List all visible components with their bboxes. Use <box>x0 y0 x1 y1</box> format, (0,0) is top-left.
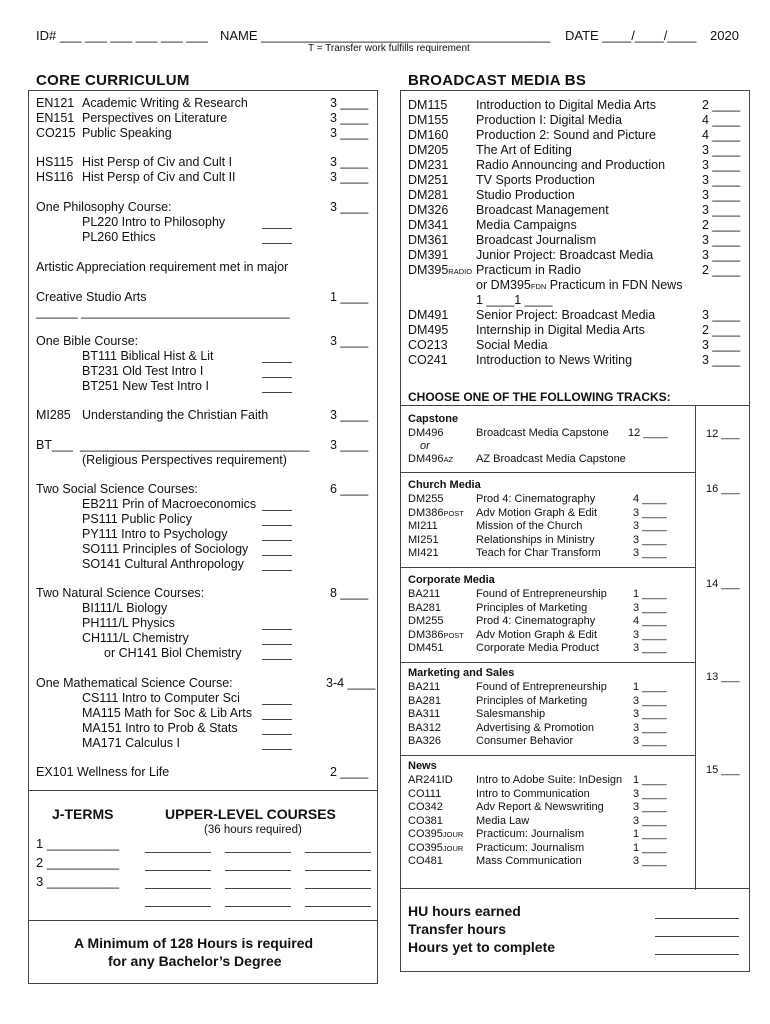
track-course-hours[interactable]: 3 ____ <box>633 506 667 519</box>
bible-label: One Bible Course: <box>36 334 139 348</box>
course-hours[interactable]: 3 ____ <box>702 308 741 322</box>
minimum-line1: A Minimum of 128 Hours is required <box>74 935 314 951</box>
option: BI111/L Biology <box>82 601 168 615</box>
option: MA171 Calculus I <box>82 736 180 750</box>
course-code: CO215 <box>36 126 76 140</box>
course-name: Radio Announcing and Production <box>476 158 666 172</box>
check-blank[interactable] <box>262 228 292 229</box>
track-course-code <box>408 453 453 467</box>
course-hours[interactable]: 3 ____ <box>702 233 741 247</box>
jterm-2[interactable]: 2 __________ <box>36 855 120 870</box>
jterm-3[interactable]: 3 __________ <box>36 874 120 889</box>
tracks-divider <box>695 406 696 890</box>
track-course-code <box>408 801 443 815</box>
remaining-hours-label: Hours yet to complete <box>408 939 556 955</box>
course-code: DM326 <box>408 203 449 217</box>
track-course-hours[interactable]: 3 ____ <box>633 520 667 532</box>
course-hours[interactable]: 3 ____ <box>702 158 741 172</box>
upper-course-blank[interactable] <box>145 888 211 889</box>
course-hours[interactable]: 3 ____ <box>702 338 741 352</box>
divider <box>28 920 377 921</box>
news-title: News <box>408 760 437 772</box>
upper-course-blank[interactable] <box>225 852 291 853</box>
course-hours[interactable]: 3 ____ <box>702 143 741 157</box>
bt-name-blank[interactable]: _________________________________ <box>80 438 310 452</box>
upper-course-blank[interactable] <box>225 906 291 907</box>
track-course-hours[interactable]: 3 ____ <box>633 642 667 654</box>
code-text: MI211 <box>408 520 438 532</box>
option: PL260 Ethics <box>82 230 156 244</box>
option: SO111 Principles of Sociology <box>82 542 249 556</box>
course-hours[interactable]: 2 ____ <box>702 98 741 112</box>
course-name: Media Campaigns <box>476 218 577 232</box>
divider <box>400 567 696 568</box>
course-name: Hist Persp of Civ and Cult I <box>82 155 233 169</box>
social-hours[interactable]: 6 ____ <box>330 482 369 496</box>
track-course-name: Found of Entrepreneurship <box>476 588 607 600</box>
track-course-hours[interactable]: 3 ____ <box>633 601 667 614</box>
philosophy-hours[interactable]: 3 ____ <box>330 200 369 214</box>
artistic-note: Artistic Appreciation requirement met in major <box>36 260 289 274</box>
course-hours[interactable]: 3 ____ <box>330 126 369 140</box>
course-name: Perspectives on Literature <box>82 111 228 125</box>
course-hours[interactable]: 3 ____ <box>330 155 369 169</box>
wellness-hours[interactable]: 2 ____ <box>330 765 369 779</box>
track-course-name: Teach for Char Transform <box>476 547 601 559</box>
option: or CH141 Biol Chemistry <box>104 646 242 660</box>
track-course-code <box>408 681 440 695</box>
upper-title: UPPER-LEVEL COURSES <box>165 806 336 822</box>
code-text: BA211 <box>408 681 441 693</box>
course-code: DM155 <box>408 113 449 127</box>
code-text: MI251 <box>408 533 439 546</box>
course-code: DM491 <box>408 308 449 322</box>
course-name: Practicum in Radio <box>476 263 581 277</box>
course-name: TV Sports Production <box>476 173 595 187</box>
news-total[interactable]: 15 ___ <box>706 764 740 776</box>
track-course-hours[interactable]: 12 ____ <box>628 427 668 439</box>
code-text: CO342 <box>408 801 443 813</box>
church-total[interactable]: 16 ___ <box>706 483 740 495</box>
track-course-name: Advertising & Promotion <box>476 721 594 734</box>
divider <box>400 405 749 406</box>
course-code: CO213 <box>408 338 448 352</box>
creative-blank[interactable]: ______ ______________________________ <box>36 305 290 319</box>
track-course-name: Practicum: Journalism <box>476 828 585 840</box>
code-suffix: POST <box>443 630 464 640</box>
course-code: HS116 <box>36 170 74 184</box>
code-suffix: JOUR <box>442 830 464 839</box>
track-course-hours[interactable]: 3 ____ <box>633 628 667 641</box>
course-hours[interactable]: 3 ____ <box>330 96 369 110</box>
upper-note: (36 hours required) <box>204 824 302 836</box>
track-course-name: Intro to Communication <box>476 787 590 800</box>
capstone-title: Capstone <box>408 413 459 425</box>
year: 2020 <box>710 28 739 43</box>
divider <box>400 755 696 756</box>
option: PH111/L Physics <box>82 616 175 630</box>
track-course-code <box>408 534 439 548</box>
capstone-total[interactable]: 12 ___ <box>706 428 740 440</box>
course-name: Junior Project: Broadcast Media <box>476 248 654 262</box>
course-name: Social Media <box>476 338 548 352</box>
transfer-hours-blank[interactable] <box>655 936 739 937</box>
code-text: CO111 <box>408 787 442 800</box>
track-course-name: Adv Motion Graph & Edit <box>476 506 598 519</box>
check-blank[interactable] <box>262 570 292 571</box>
track-course-hours[interactable]: 3 ____ <box>633 721 667 734</box>
track-course-code <box>408 547 439 561</box>
check-blank[interactable] <box>262 644 292 645</box>
track-course-name: Consumer Behavior <box>476 735 574 747</box>
course-hours[interactable]: 3 ____ <box>702 173 741 187</box>
date-field[interactable]: DATE ____/____/____ <box>565 28 697 43</box>
track-course-hours[interactable]: 3 ____ <box>633 694 667 707</box>
track-course-hours[interactable]: 1 ____ <box>633 828 667 840</box>
option: CS111 Intro to Computer Sci <box>82 691 240 705</box>
upper-course-blank[interactable] <box>225 870 291 871</box>
track-course-hours[interactable]: 3 ____ <box>633 735 667 747</box>
course-name: Studio Production <box>476 188 575 202</box>
course-hours[interactable]: 3 ____ <box>702 353 741 367</box>
bt-code[interactable]: BT___ <box>36 438 73 452</box>
course-name: Senior Project: Broadcast Media <box>476 308 656 322</box>
check-blank[interactable] <box>262 555 292 556</box>
remaining-hours-blank[interactable] <box>655 954 739 955</box>
hu-hours-blank[interactable] <box>655 918 739 919</box>
jterm-1[interactable]: 1 __________ <box>36 836 120 851</box>
corporate-total[interactable]: 14 ___ <box>706 578 740 590</box>
track-course-code <box>408 695 441 709</box>
course-code: DM361 <box>408 233 449 247</box>
track-course-name: Intro to Adobe Suite: InDesign <box>476 774 623 786</box>
tracks-title: CHOOSE ONE OF THE FOLLOWING TRACKS: <box>408 390 671 404</box>
natural-hours[interactable]: 8 ____ <box>330 586 369 600</box>
track-course-name: Corporate Media Product <box>476 642 599 654</box>
check-blank[interactable] <box>262 377 292 378</box>
option: BT251 New Test Intro I <box>82 379 209 393</box>
code-text: DM386 <box>408 628 444 641</box>
course-hours[interactable]: 3 ____ <box>330 111 369 125</box>
upper-course-blank[interactable] <box>145 870 211 871</box>
alt-part: or DM395 <box>476 278 531 292</box>
code-text: DM255 <box>408 615 444 627</box>
upper-course-blank[interactable] <box>145 852 211 853</box>
course-name: Broadcast Journalism <box>476 233 597 247</box>
course-code: DM281 <box>408 188 449 202</box>
divider <box>400 662 696 663</box>
option: PS111 Public Policy <box>82 512 193 526</box>
upper-course-blank[interactable] <box>225 888 291 889</box>
course-name: Introduction to News Writing <box>476 353 633 367</box>
name-field[interactable]: NAME ________________________________________ <box>220 28 551 43</box>
course-alt <box>476 278 682 294</box>
upper-course-blank[interactable] <box>305 888 371 889</box>
option: EB211 Prin of Macroeconomics <box>82 497 257 511</box>
track-course-name: Prod 4: Cinematography <box>476 493 596 505</box>
course-hours[interactable]: 3 ____ <box>702 203 741 217</box>
track-course-hours[interactable]: 3 ____ <box>633 708 667 720</box>
course-code: DM231 <box>408 158 449 172</box>
check-blank[interactable] <box>262 525 292 526</box>
bt-note: (Religious Perspectives requirement) <box>82 453 287 467</box>
course-code: DM391 <box>408 248 449 262</box>
code-text: BA211 <box>408 588 441 600</box>
philosophy-label: One Philosophy Course: <box>36 200 172 214</box>
course-hours[interactable]: 2 ____ <box>702 218 741 232</box>
transfer-hours-label: Transfer hours <box>408 921 507 937</box>
track-course-code <box>408 815 443 829</box>
course-name: Academic Writing & Research <box>82 96 248 110</box>
creative-hours[interactable]: 1 ____ <box>330 290 369 304</box>
code-text: CO395 <box>408 841 443 854</box>
track-course-code <box>408 722 441 736</box>
course-name: Production 2: Sound and Picture <box>476 128 656 142</box>
check-blank[interactable] <box>262 704 292 705</box>
track-course-code: DM496 <box>408 427 444 439</box>
option: CH111/L Chemistry <box>82 631 189 645</box>
hu-hours-label: HU hours earned <box>408 903 521 919</box>
code-text: BA326 <box>408 735 442 747</box>
track-course-hours[interactable]: 3 ____ <box>633 547 667 559</box>
broadcast-title: BROADCAST MEDIA BS <box>408 72 587 89</box>
course-code: DM251 <box>408 173 449 187</box>
course-code: MI285 <box>36 408 71 422</box>
code-text: DM255 <box>408 493 444 505</box>
id-field[interactable]: ID# ___ ___ ___ ___ ___ ___ <box>36 28 209 43</box>
code-text: MI421 <box>408 547 439 559</box>
track-course-hours[interactable]: 1 ____ <box>633 774 667 786</box>
code-suffix: POST <box>443 508 464 518</box>
track-course-name: Salesmanship <box>476 708 546 720</box>
code-text: DM395 <box>408 263 449 277</box>
course-code: DM495 <box>408 323 449 337</box>
jterms-title: J-TERMS <box>52 806 114 822</box>
track-course-name: Adv Report & Newswriting <box>476 801 604 813</box>
course-code: DM205 <box>408 143 449 157</box>
math-label: One Mathematical Science Course: <box>36 676 233 690</box>
check-blank[interactable] <box>262 362 292 363</box>
track-course-name: Prod 4: Cinematography <box>476 615 596 627</box>
code-suffix: JOUR <box>442 843 464 853</box>
track-course-hours[interactable]: 3 ____ <box>633 787 667 800</box>
track-course-code <box>408 520 438 534</box>
track-course-code <box>408 642 443 656</box>
core-title: CORE CURRICULUM <box>36 72 190 89</box>
wellness-label: EX101 Wellness for Life <box>36 765 170 779</box>
option: MA151 Intro to Prob & Stats <box>82 721 238 735</box>
check-blank[interactable] <box>262 629 292 630</box>
church-title: Church Media <box>408 479 481 491</box>
divider <box>400 888 749 889</box>
track-course-name: Relationships in Ministry <box>476 533 595 546</box>
track-course-name: AZ Broadcast Media Capstone <box>476 453 626 465</box>
code-text: BA281 <box>408 601 442 614</box>
check-blank[interactable] <box>262 659 292 660</box>
track-course-code <box>408 507 464 521</box>
track-course-name: Practicum: Journalism <box>476 841 585 854</box>
code-text: DM386 <box>408 506 444 519</box>
course-code <box>408 263 472 279</box>
option: BT231 Old Test Intro I <box>82 364 204 378</box>
course-hours[interactable]: 4 ____ <box>702 128 741 142</box>
corporate-title: Corporate Media <box>408 574 495 586</box>
course-code: EN151 <box>36 111 75 125</box>
course-hours[interactable]: 3 ____ <box>702 248 741 262</box>
course-code: HS115 <box>36 155 74 169</box>
code-text: DM451 <box>408 642 444 654</box>
track-course-code <box>408 588 440 602</box>
marketing-total[interactable]: 13 ___ <box>706 671 740 683</box>
course-hours[interactable]: 3 ____ <box>330 408 369 422</box>
course-code: DM341 <box>408 218 449 232</box>
track-course-code <box>408 493 443 507</box>
or-label: or <box>420 440 430 452</box>
check-blank[interactable] <box>262 734 292 735</box>
track-course-code <box>408 842 463 856</box>
track-course-code <box>408 855 443 869</box>
code-text: DM496 <box>408 453 444 465</box>
track-course-code <box>408 602 441 616</box>
course-hours-pair[interactable]: 1 ____1 ____ <box>476 293 553 307</box>
check-blank[interactable] <box>262 392 292 393</box>
course-name: Internship in Digital Media Arts <box>476 323 645 337</box>
check-blank[interactable] <box>262 510 292 511</box>
track-course-code <box>408 788 441 802</box>
marketing-title: Marketing and Sales <box>408 667 515 679</box>
track-course-hours[interactable]: 3 ____ <box>633 855 667 867</box>
upper-course-blank[interactable] <box>305 852 371 853</box>
course-name: Broadcast Management <box>476 203 609 217</box>
track-course-name: Media Law <box>476 814 530 827</box>
option: PL220 Intro to Philosophy <box>82 215 226 229</box>
course-hours[interactable]: 2 ____ <box>702 263 741 277</box>
course-name: Understanding the Christian Faith <box>82 408 269 422</box>
track-course-hours[interactable]: 4 ____ <box>633 615 667 627</box>
divider <box>28 790 377 791</box>
code-suffix: AZ <box>443 455 454 464</box>
course-name: Production I: Digital Media <box>476 113 622 127</box>
divider <box>400 472 696 473</box>
track-course-hours[interactable]: 1 ____ <box>633 841 667 854</box>
track-course-hours[interactable]: 3 ____ <box>633 801 667 813</box>
code-text: CO481 <box>408 855 443 867</box>
track-course-hours[interactable]: 4 ____ <box>633 493 667 505</box>
course-hours[interactable]: 3 ____ <box>330 170 369 184</box>
course-code: CO241 <box>408 353 448 367</box>
track-course-name: Principles of Marketing <box>476 601 588 614</box>
option: BT111 Biblical Hist & Lit <box>82 349 214 363</box>
course-name: Hist Persp of Civ and Cult II <box>82 170 236 184</box>
track-course-code <box>408 735 441 749</box>
track-course-name: Mass Communication <box>476 855 582 867</box>
option: PY111 Intro to Psychology <box>82 527 228 541</box>
code-text: BA312 <box>408 721 442 734</box>
code-text: CO381 <box>408 814 443 827</box>
track-course-name: Adv Motion Graph & Edit <box>476 628 598 641</box>
bible-hours[interactable]: 3 ____ <box>330 334 369 348</box>
social-label: Two Social Science Courses: <box>36 482 198 496</box>
upper-course-blank[interactable] <box>305 870 371 871</box>
track-course-hours[interactable]: 1 ____ <box>633 588 667 600</box>
track-course-name: Broadcast Media Capstone <box>476 427 609 439</box>
track-course-code <box>408 615 443 629</box>
track-course-code <box>408 828 463 842</box>
track-course-name: Found of Entrepreneurship <box>476 681 607 693</box>
alt-part: FDN <box>530 282 547 291</box>
math-hours[interactable]: 3-4 ____ <box>326 676 376 690</box>
course-code: EN121 <box>36 96 75 110</box>
course-hours[interactable]: 4 ____ <box>702 113 741 127</box>
course-code: DM115 <box>408 98 448 112</box>
bt-hours[interactable]: 3 ____ <box>330 438 369 452</box>
alt-part: Practicum in FDN News <box>546 278 683 292</box>
track-course-code <box>408 774 453 788</box>
code-text: AR241ID <box>408 774 453 786</box>
check-blank[interactable] <box>262 749 292 750</box>
code-text: BA281 <box>408 694 442 707</box>
track-course-hours[interactable]: 1 ____ <box>633 681 667 693</box>
option: SO141 Cultural Anthropology <box>82 557 244 571</box>
course-hours[interactable]: 3 ____ <box>702 188 741 202</box>
option: MA115 Math for Soc & Lib Arts <box>82 706 252 720</box>
code-suffix: RADIO <box>448 267 473 276</box>
code-text: CO395 <box>408 828 443 840</box>
upper-course-blank[interactable] <box>305 906 371 907</box>
check-blank[interactable] <box>262 540 292 541</box>
track-course-code <box>408 629 464 643</box>
track-course-hours[interactable]: 3 ____ <box>633 814 667 827</box>
track-course-hours[interactable]: 3 ____ <box>633 533 667 546</box>
track-course-name: Mission of the Church <box>476 520 583 532</box>
check-blank[interactable] <box>262 719 292 720</box>
upper-course-blank[interactable] <box>145 906 211 907</box>
minimum-line2: for any Bachelor’s Degree <box>108 953 282 969</box>
course-hours[interactable]: 2 ____ <box>702 323 741 337</box>
creative-label: Creative Studio Arts <box>36 290 147 304</box>
check-blank[interactable] <box>262 243 292 244</box>
course-name: Introduction to Digital Media Arts <box>476 98 656 112</box>
course-name: The Art of Editing <box>476 143 572 157</box>
track-course-name: Principles of Marketing <box>476 694 588 707</box>
track-course-code <box>408 708 440 722</box>
course-code: DM160 <box>408 128 449 142</box>
natural-label: Two Natural Science Courses: <box>36 586 205 600</box>
transfer-note: T = Transfer work fulfills requirement <box>308 43 470 54</box>
course-name: Public Speaking <box>82 126 172 140</box>
code-text: BA311 <box>408 708 441 720</box>
